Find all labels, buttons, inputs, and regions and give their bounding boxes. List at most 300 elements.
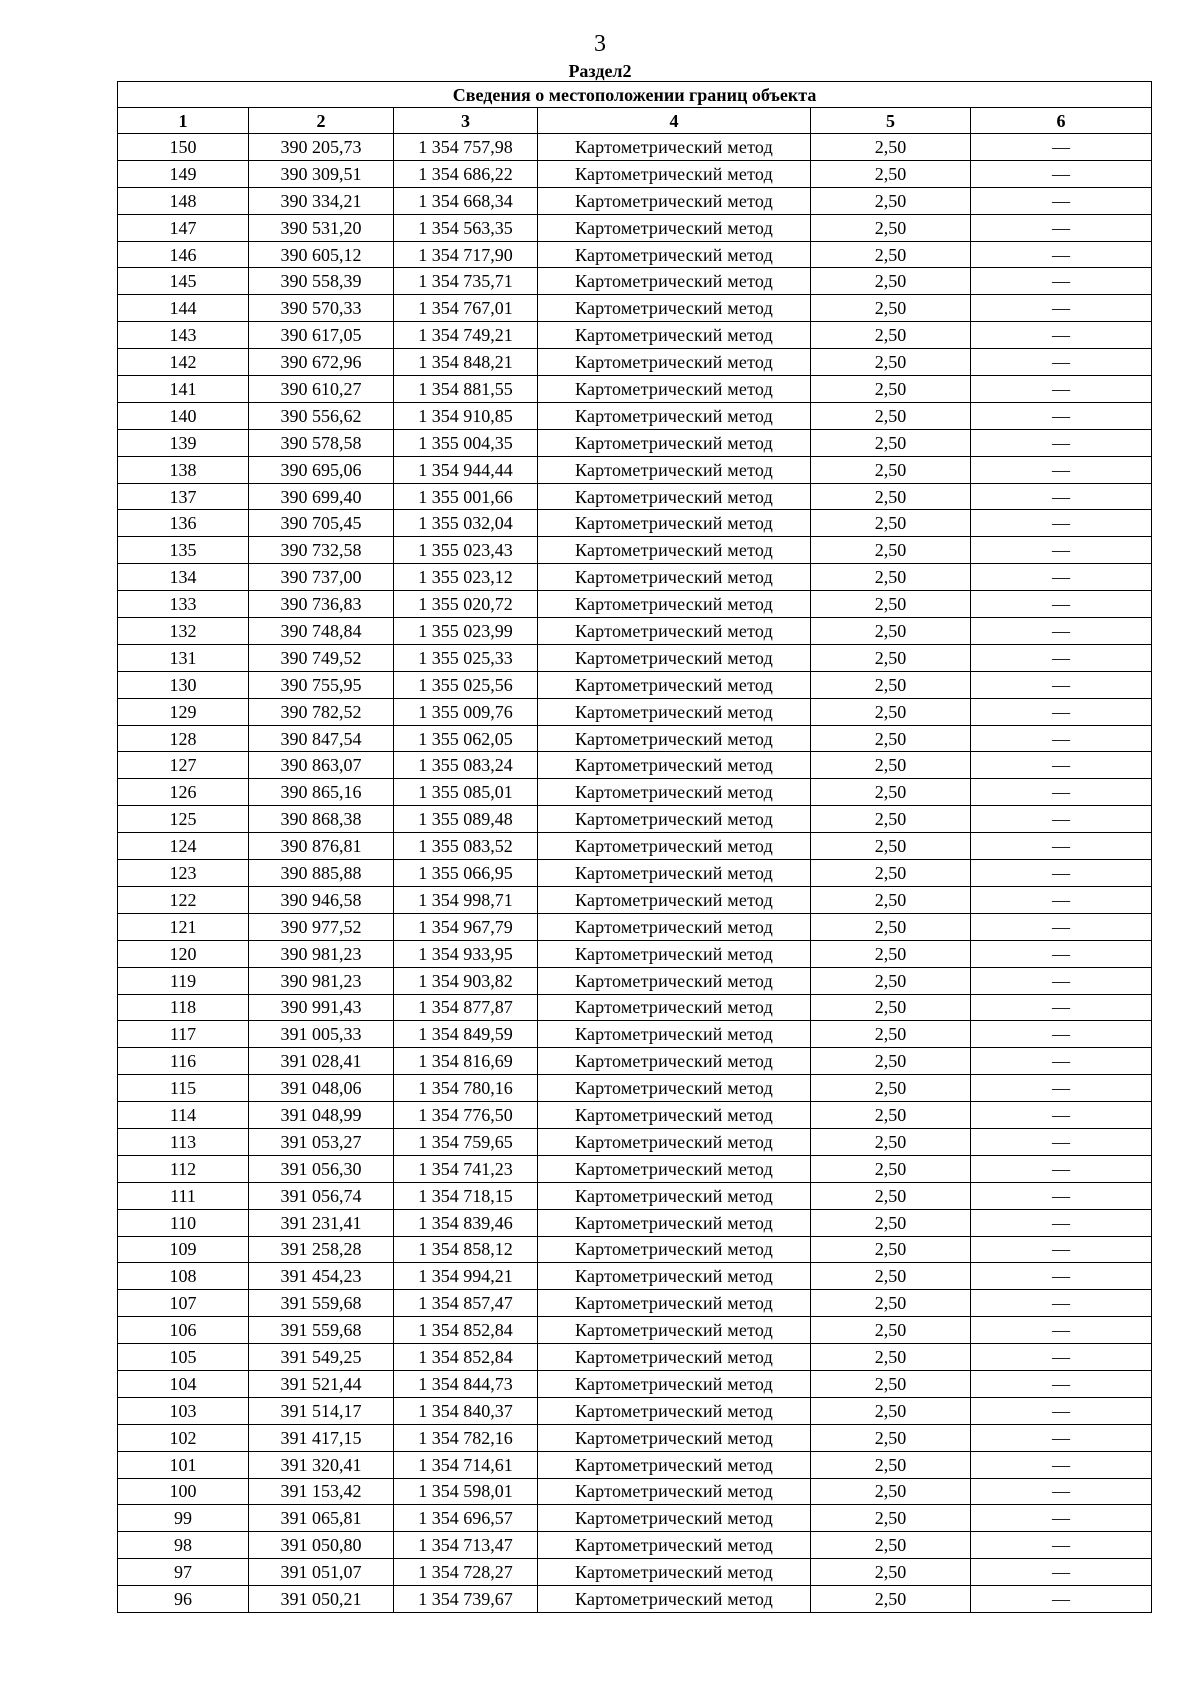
description-cell: — bbox=[971, 510, 1152, 537]
table-row bbox=[118, 994, 1152, 1021]
y-coordinate-cell: 1 354 739,67 bbox=[394, 1586, 538, 1613]
y-coordinate-cell: 1 354 767,01 bbox=[394, 295, 538, 322]
x-coordinate-cell: 391 056,74 bbox=[249, 1182, 394, 1209]
x-coordinate-cell: 390 737,00 bbox=[249, 564, 394, 591]
accuracy-cell: 2,50 bbox=[811, 1397, 971, 1424]
accuracy-cell: 2,50 bbox=[811, 1424, 971, 1451]
accuracy-cell: 2,50 bbox=[811, 1075, 971, 1102]
point-number-cell: 121 bbox=[118, 913, 249, 940]
method-cell: Картометрический метод bbox=[538, 618, 811, 645]
method-cell: Картометрический метод bbox=[538, 913, 811, 940]
description-cell: — bbox=[971, 860, 1152, 887]
description-cell: — bbox=[971, 429, 1152, 456]
y-coordinate-cell: 1 355 062,05 bbox=[394, 725, 538, 752]
table-row bbox=[118, 1236, 1152, 1263]
table-row bbox=[118, 1317, 1152, 1344]
x-coordinate-cell: 391 258,28 bbox=[249, 1236, 394, 1263]
column-header-3: 3 bbox=[394, 108, 538, 134]
point-number-cell: 139 bbox=[118, 429, 249, 456]
x-coordinate-cell: 390 981,23 bbox=[249, 967, 394, 994]
x-coordinate-cell: 390 605,12 bbox=[249, 241, 394, 268]
x-coordinate-cell: 391 231,41 bbox=[249, 1209, 394, 1236]
table-row bbox=[118, 537, 1152, 564]
point-number-cell: 140 bbox=[118, 402, 249, 429]
accuracy-cell: 2,50 bbox=[811, 1478, 971, 1505]
accuracy-cell: 2,50 bbox=[811, 1586, 971, 1613]
y-coordinate-cell: 1 354 998,71 bbox=[394, 886, 538, 913]
method-cell: Картометрический метод bbox=[538, 779, 811, 806]
method-cell: Картометрический метод bbox=[538, 725, 811, 752]
description-cell: — bbox=[971, 1021, 1152, 1048]
y-coordinate-cell: 1 355 085,01 bbox=[394, 779, 538, 806]
description-cell: — bbox=[971, 725, 1152, 752]
x-coordinate-cell: 390 531,20 bbox=[249, 214, 394, 241]
description-cell: — bbox=[971, 1182, 1152, 1209]
description-cell: — bbox=[971, 483, 1152, 510]
accuracy-cell: 2,50 bbox=[811, 994, 971, 1021]
description-cell: — bbox=[971, 779, 1152, 806]
description-cell: — bbox=[971, 160, 1152, 187]
method-cell: Картометрический метод bbox=[538, 1532, 811, 1559]
method-cell: Картометрический метод bbox=[538, 322, 811, 349]
table-row bbox=[118, 564, 1152, 591]
description-cell: — bbox=[971, 752, 1152, 779]
table-row bbox=[118, 913, 1152, 940]
x-coordinate-cell: 391 050,80 bbox=[249, 1532, 394, 1559]
accuracy-cell: 2,50 bbox=[811, 376, 971, 403]
point-number-cell: 144 bbox=[118, 295, 249, 322]
table-row bbox=[118, 1290, 1152, 1317]
description-cell: — bbox=[971, 1370, 1152, 1397]
x-coordinate-cell: 390 699,40 bbox=[249, 483, 394, 510]
x-coordinate-cell: 391 028,41 bbox=[249, 1048, 394, 1075]
y-coordinate-cell: 1 354 852,84 bbox=[394, 1317, 538, 1344]
description-cell: — bbox=[971, 1317, 1152, 1344]
table-row bbox=[118, 1586, 1152, 1613]
table-row bbox=[118, 1048, 1152, 1075]
description-cell: — bbox=[971, 1263, 1152, 1290]
accuracy-cell: 2,50 bbox=[811, 779, 971, 806]
x-coordinate-cell: 391 521,44 bbox=[249, 1370, 394, 1397]
y-coordinate-cell: 1 354 668,34 bbox=[394, 187, 538, 214]
x-coordinate-cell: 390 748,84 bbox=[249, 618, 394, 645]
table-row bbox=[118, 1263, 1152, 1290]
y-coordinate-cell: 1 354 718,15 bbox=[394, 1182, 538, 1209]
point-number-cell: 141 bbox=[118, 376, 249, 403]
description-cell: — bbox=[971, 806, 1152, 833]
x-coordinate-cell: 390 732,58 bbox=[249, 537, 394, 564]
x-coordinate-cell: 390 782,52 bbox=[249, 698, 394, 725]
x-coordinate-cell: 390 610,27 bbox=[249, 376, 394, 403]
y-coordinate-cell: 1 354 749,21 bbox=[394, 322, 538, 349]
x-coordinate-cell: 390 868,38 bbox=[249, 806, 394, 833]
description-cell: — bbox=[971, 537, 1152, 564]
description-cell: — bbox=[971, 1102, 1152, 1129]
table-row bbox=[118, 295, 1152, 322]
y-coordinate-cell: 1 354 776,50 bbox=[394, 1102, 538, 1129]
x-coordinate-cell: 390 570,33 bbox=[249, 295, 394, 322]
accuracy-cell: 2,50 bbox=[811, 241, 971, 268]
table-row bbox=[118, 1182, 1152, 1209]
y-coordinate-cell: 1 354 782,16 bbox=[394, 1424, 538, 1451]
y-coordinate-cell: 1 354 563,35 bbox=[394, 214, 538, 241]
point-number-cell: 118 bbox=[118, 994, 249, 1021]
y-coordinate-cell: 1 354 839,46 bbox=[394, 1209, 538, 1236]
description-cell: — bbox=[971, 940, 1152, 967]
method-cell: Картометрический метод bbox=[538, 456, 811, 483]
point-number-cell: 130 bbox=[118, 671, 249, 698]
description-cell: — bbox=[971, 187, 1152, 214]
y-coordinate-cell: 1 354 840,37 bbox=[394, 1397, 538, 1424]
accuracy-cell: 2,50 bbox=[811, 1209, 971, 1236]
point-number-cell: 117 bbox=[118, 1021, 249, 1048]
x-coordinate-cell: 391 050,21 bbox=[249, 1586, 394, 1613]
accuracy-cell: 2,50 bbox=[811, 295, 971, 322]
method-cell: Картометрический метод bbox=[538, 1155, 811, 1182]
accuracy-cell: 2,50 bbox=[811, 644, 971, 671]
table-row bbox=[118, 187, 1152, 214]
table-row bbox=[118, 860, 1152, 887]
x-coordinate-cell: 390 334,21 bbox=[249, 187, 394, 214]
accuracy-cell: 2,50 bbox=[811, 1505, 971, 1532]
y-coordinate-cell: 1 354 848,21 bbox=[394, 349, 538, 376]
method-cell: Картометрический метод bbox=[538, 1075, 811, 1102]
accuracy-cell: 2,50 bbox=[811, 160, 971, 187]
description-cell: — bbox=[971, 967, 1152, 994]
point-number-cell: 104 bbox=[118, 1370, 249, 1397]
y-coordinate-cell: 1 355 009,76 bbox=[394, 698, 538, 725]
table-row bbox=[118, 456, 1152, 483]
method-cell: Картометрический метод bbox=[538, 564, 811, 591]
y-coordinate-cell: 1 354 741,23 bbox=[394, 1155, 538, 1182]
accuracy-cell: 2,50 bbox=[811, 671, 971, 698]
x-coordinate-cell: 391 454,23 bbox=[249, 1263, 394, 1290]
x-coordinate-cell: 391 559,68 bbox=[249, 1290, 394, 1317]
point-number-cell: 142 bbox=[118, 349, 249, 376]
table-row bbox=[118, 429, 1152, 456]
description-cell: — bbox=[971, 456, 1152, 483]
accuracy-cell: 2,50 bbox=[811, 456, 971, 483]
y-coordinate-cell: 1 354 759,65 bbox=[394, 1128, 538, 1155]
table-row bbox=[118, 1397, 1152, 1424]
description-cell: — bbox=[971, 1209, 1152, 1236]
method-cell: Картометрический метод bbox=[538, 268, 811, 295]
accuracy-cell: 2,50 bbox=[811, 349, 971, 376]
table-row bbox=[118, 402, 1152, 429]
description-cell: — bbox=[971, 1559, 1152, 1586]
point-number-cell: 132 bbox=[118, 618, 249, 645]
description-cell: — bbox=[971, 349, 1152, 376]
y-coordinate-cell: 1 354 933,95 bbox=[394, 940, 538, 967]
point-number-cell: 111 bbox=[118, 1182, 249, 1209]
method-cell: Картометрический метод bbox=[538, 160, 811, 187]
x-coordinate-cell: 390 865,16 bbox=[249, 779, 394, 806]
point-number-cell: 133 bbox=[118, 591, 249, 618]
y-coordinate-cell: 1 354 735,71 bbox=[394, 268, 538, 295]
x-coordinate-cell: 390 558,39 bbox=[249, 268, 394, 295]
y-coordinate-cell: 1 354 967,79 bbox=[394, 913, 538, 940]
y-coordinate-cell: 1 354 780,16 bbox=[394, 1075, 538, 1102]
point-number-cell: 100 bbox=[118, 1478, 249, 1505]
x-coordinate-cell: 390 885,88 bbox=[249, 860, 394, 887]
y-coordinate-cell: 1 354 849,59 bbox=[394, 1021, 538, 1048]
column-header-4: 4 bbox=[538, 108, 811, 134]
y-coordinate-cell: 1 355 004,35 bbox=[394, 429, 538, 456]
section-title: Раздел2 bbox=[568, 61, 632, 81]
table-row bbox=[118, 1102, 1152, 1129]
y-coordinate-cell: 1 355 023,12 bbox=[394, 564, 538, 591]
x-coordinate-cell: 390 981,23 bbox=[249, 940, 394, 967]
table-row bbox=[118, 510, 1152, 537]
y-coordinate-cell: 1 355 020,72 bbox=[394, 591, 538, 618]
accuracy-cell: 2,50 bbox=[811, 591, 971, 618]
x-coordinate-cell: 391 514,17 bbox=[249, 1397, 394, 1424]
table-row bbox=[118, 483, 1152, 510]
y-coordinate-cell: 1 355 001,66 bbox=[394, 483, 538, 510]
method-cell: Картометрический метод bbox=[538, 1102, 811, 1129]
table-row bbox=[118, 268, 1152, 295]
accuracy-cell: 2,50 bbox=[811, 429, 971, 456]
table-row bbox=[118, 376, 1152, 403]
point-number-cell: 113 bbox=[118, 1128, 249, 1155]
y-coordinate-cell: 1 354 881,55 bbox=[394, 376, 538, 403]
method-cell: Картометрический метод bbox=[538, 1209, 811, 1236]
x-coordinate-cell: 391 048,99 bbox=[249, 1102, 394, 1129]
description-cell: — bbox=[971, 913, 1152, 940]
table-row bbox=[118, 644, 1152, 671]
boundary-coordinates-table bbox=[117, 81, 1152, 1613]
y-coordinate-cell: 1 355 025,33 bbox=[394, 644, 538, 671]
accuracy-cell: 2,50 bbox=[811, 1290, 971, 1317]
y-coordinate-cell: 1 355 089,48 bbox=[394, 806, 538, 833]
method-cell: Картометрический метод bbox=[538, 1370, 811, 1397]
column-header-6: 6 bbox=[971, 108, 1152, 134]
method-cell: Картометрический метод bbox=[538, 214, 811, 241]
point-number-cell: 120 bbox=[118, 940, 249, 967]
point-number-cell: 116 bbox=[118, 1048, 249, 1075]
table-row bbox=[118, 1451, 1152, 1478]
accuracy-cell: 2,50 bbox=[811, 483, 971, 510]
table-row bbox=[118, 591, 1152, 618]
method-cell: Картометрический метод bbox=[538, 1182, 811, 1209]
point-number-cell: 149 bbox=[118, 160, 249, 187]
table-body bbox=[118, 134, 1152, 1613]
x-coordinate-cell: 391 559,68 bbox=[249, 1317, 394, 1344]
table-row bbox=[118, 214, 1152, 241]
method-cell: Картометрический метод bbox=[538, 698, 811, 725]
table-row bbox=[118, 241, 1152, 268]
point-number-cell: 112 bbox=[118, 1155, 249, 1182]
accuracy-cell: 2,50 bbox=[811, 1182, 971, 1209]
method-cell: Картометрический метод bbox=[538, 1451, 811, 1478]
y-coordinate-cell: 1 355 083,52 bbox=[394, 833, 538, 860]
accuracy-cell: 2,50 bbox=[811, 510, 971, 537]
point-number-cell: 134 bbox=[118, 564, 249, 591]
x-coordinate-cell: 390 991,43 bbox=[249, 994, 394, 1021]
x-coordinate-cell: 391 053,27 bbox=[249, 1128, 394, 1155]
x-coordinate-cell: 390 946,58 bbox=[249, 886, 394, 913]
x-coordinate-cell: 390 736,83 bbox=[249, 591, 394, 618]
table-row bbox=[118, 967, 1152, 994]
x-coordinate-cell: 391 051,07 bbox=[249, 1559, 394, 1586]
y-coordinate-cell: 1 354 714,61 bbox=[394, 1451, 538, 1478]
y-coordinate-cell: 1 354 696,57 bbox=[394, 1505, 538, 1532]
accuracy-cell: 2,50 bbox=[811, 402, 971, 429]
method-cell: Картометрический метод bbox=[538, 833, 811, 860]
description-cell: — bbox=[971, 402, 1152, 429]
description-cell: — bbox=[971, 564, 1152, 591]
x-coordinate-cell: 391 549,25 bbox=[249, 1344, 394, 1371]
y-coordinate-cell: 1 355 023,43 bbox=[394, 537, 538, 564]
accuracy-cell: 2,50 bbox=[811, 1021, 971, 1048]
accuracy-cell: 2,50 bbox=[811, 886, 971, 913]
method-cell: Картометрический метод bbox=[538, 1263, 811, 1290]
accuracy-cell: 2,50 bbox=[811, 1128, 971, 1155]
point-number-cell: 101 bbox=[118, 1451, 249, 1478]
accuracy-cell: 2,50 bbox=[811, 725, 971, 752]
y-coordinate-cell: 1 354 816,69 bbox=[394, 1048, 538, 1075]
method-cell: Картометрический метод bbox=[538, 1021, 811, 1048]
table-row bbox=[118, 1344, 1152, 1371]
table-row bbox=[118, 1209, 1152, 1236]
accuracy-cell: 2,50 bbox=[811, 833, 971, 860]
point-number-cell: 98 bbox=[118, 1532, 249, 1559]
table-row bbox=[118, 618, 1152, 645]
method-cell: Картометрический метод bbox=[538, 349, 811, 376]
x-coordinate-cell: 391 048,06 bbox=[249, 1075, 394, 1102]
method-cell: Картометрический метод bbox=[538, 402, 811, 429]
accuracy-cell: 2,50 bbox=[811, 1102, 971, 1129]
table-row bbox=[118, 779, 1152, 806]
table-row bbox=[118, 134, 1152, 161]
table-row bbox=[118, 349, 1152, 376]
point-number-cell: 135 bbox=[118, 537, 249, 564]
table-row bbox=[118, 698, 1152, 725]
accuracy-cell: 2,50 bbox=[811, 564, 971, 591]
x-coordinate-cell: 390 556,62 bbox=[249, 402, 394, 429]
y-coordinate-cell: 1 355 066,95 bbox=[394, 860, 538, 887]
point-number-cell: 124 bbox=[118, 833, 249, 860]
y-coordinate-cell: 1 354 858,12 bbox=[394, 1236, 538, 1263]
point-number-cell: 131 bbox=[118, 644, 249, 671]
y-coordinate-cell: 1 354 717,90 bbox=[394, 241, 538, 268]
point-number-cell: 123 bbox=[118, 860, 249, 887]
point-number-cell: 128 bbox=[118, 725, 249, 752]
method-cell: Картометрический метод bbox=[538, 1478, 811, 1505]
column-header-1: 1 bbox=[118, 108, 249, 134]
table-row bbox=[118, 940, 1152, 967]
accuracy-cell: 2,50 bbox=[811, 537, 971, 564]
table-row bbox=[118, 1370, 1152, 1397]
point-number-cell: 150 bbox=[118, 134, 249, 161]
description-cell: — bbox=[971, 1532, 1152, 1559]
accuracy-cell: 2,50 bbox=[811, 1559, 971, 1586]
table-row bbox=[118, 1505, 1152, 1532]
description-cell: — bbox=[971, 241, 1152, 268]
point-number-cell: 147 bbox=[118, 214, 249, 241]
accuracy-cell: 2,50 bbox=[811, 1451, 971, 1478]
x-coordinate-cell: 390 205,73 bbox=[249, 134, 394, 161]
method-cell: Картометрический метод bbox=[538, 1128, 811, 1155]
description-cell: — bbox=[971, 1451, 1152, 1478]
accuracy-cell: 2,50 bbox=[811, 187, 971, 214]
method-cell: Картометрический метод bbox=[538, 1290, 811, 1317]
description-cell: — bbox=[971, 1290, 1152, 1317]
point-number-cell: 127 bbox=[118, 752, 249, 779]
page-number: 3 bbox=[594, 31, 606, 57]
table-row bbox=[118, 1532, 1152, 1559]
accuracy-cell: 2,50 bbox=[811, 268, 971, 295]
accuracy-cell: 2,50 bbox=[811, 913, 971, 940]
description-cell: — bbox=[971, 1075, 1152, 1102]
description-cell: — bbox=[971, 214, 1152, 241]
description-cell: — bbox=[971, 376, 1152, 403]
method-cell: Картометрический метод bbox=[538, 187, 811, 214]
point-number-cell: 138 bbox=[118, 456, 249, 483]
point-number-cell: 110 bbox=[118, 1209, 249, 1236]
table-row bbox=[118, 1021, 1152, 1048]
y-coordinate-cell: 1 354 852,84 bbox=[394, 1344, 538, 1371]
method-cell: Картометрический метод bbox=[538, 860, 811, 887]
y-coordinate-cell: 1 355 023,99 bbox=[394, 618, 538, 645]
accuracy-cell: 2,50 bbox=[811, 1532, 971, 1559]
description-cell: — bbox=[971, 268, 1152, 295]
description-cell: — bbox=[971, 1505, 1152, 1532]
description-cell: — bbox=[971, 1344, 1152, 1371]
description-cell: — bbox=[971, 1048, 1152, 1075]
table-caption: Сведения о местоположении границ объекта bbox=[118, 82, 1152, 108]
description-cell: — bbox=[971, 644, 1152, 671]
description-cell: — bbox=[971, 1155, 1152, 1182]
column-header-2: 2 bbox=[249, 108, 394, 134]
x-coordinate-cell: 390 309,51 bbox=[249, 160, 394, 187]
method-cell: Картометрический метод bbox=[538, 134, 811, 161]
x-coordinate-cell: 391 417,15 bbox=[249, 1424, 394, 1451]
description-cell: — bbox=[971, 295, 1152, 322]
x-coordinate-cell: 390 749,52 bbox=[249, 644, 394, 671]
method-cell: Картометрический метод bbox=[538, 671, 811, 698]
description-cell: — bbox=[971, 1236, 1152, 1263]
point-number-cell: 137 bbox=[118, 483, 249, 510]
method-cell: Картометрический метод bbox=[538, 483, 811, 510]
description-cell: — bbox=[971, 671, 1152, 698]
x-coordinate-cell: 391 153,42 bbox=[249, 1478, 394, 1505]
point-number-cell: 103 bbox=[118, 1397, 249, 1424]
table-row bbox=[118, 1075, 1152, 1102]
y-coordinate-cell: 1 354 910,85 bbox=[394, 402, 538, 429]
method-cell: Картометрический метод bbox=[538, 1559, 811, 1586]
accuracy-cell: 2,50 bbox=[811, 1236, 971, 1263]
table-row bbox=[118, 160, 1152, 187]
point-number-cell: 105 bbox=[118, 1344, 249, 1371]
method-cell: Картометрический метод bbox=[538, 376, 811, 403]
description-cell: — bbox=[971, 322, 1152, 349]
point-number-cell: 107 bbox=[118, 1290, 249, 1317]
accuracy-cell: 2,50 bbox=[811, 618, 971, 645]
method-cell: Картометрический метод bbox=[538, 967, 811, 994]
accuracy-cell: 2,50 bbox=[811, 1048, 971, 1075]
description-cell: — bbox=[971, 618, 1152, 645]
y-coordinate-cell: 1 354 713,47 bbox=[394, 1532, 538, 1559]
point-number-cell: 146 bbox=[118, 241, 249, 268]
point-number-cell: 136 bbox=[118, 510, 249, 537]
method-cell: Картометрический метод bbox=[538, 1397, 811, 1424]
point-number-cell: 115 bbox=[118, 1075, 249, 1102]
method-cell: Картометрический метод bbox=[538, 1424, 811, 1451]
point-number-cell: 99 bbox=[118, 1505, 249, 1532]
x-coordinate-cell: 391 005,33 bbox=[249, 1021, 394, 1048]
accuracy-cell: 2,50 bbox=[811, 1317, 971, 1344]
